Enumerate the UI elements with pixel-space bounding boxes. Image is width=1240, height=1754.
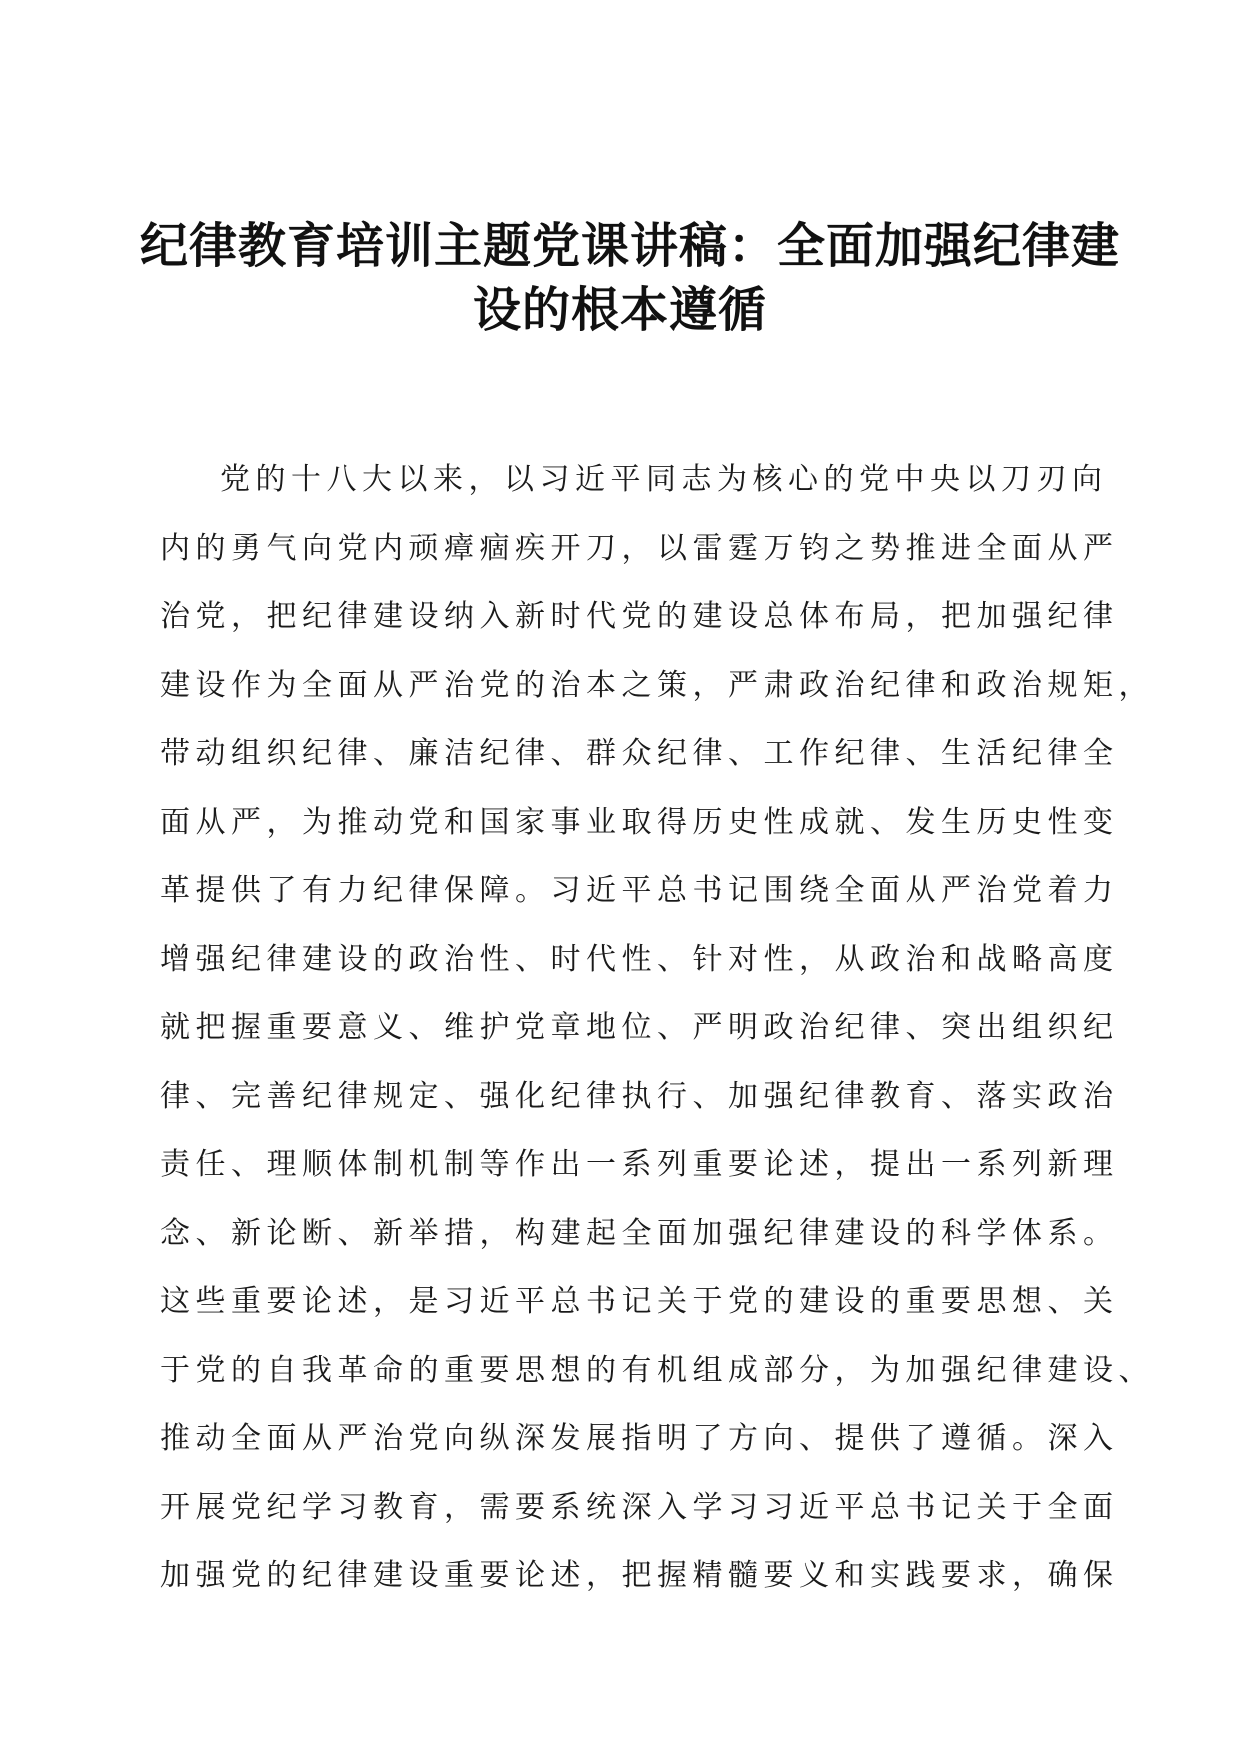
document-title <box>140 214 1121 342</box>
text-line: 律、完善纪律规定、强化纪律执行、加强纪律教育、落实政治 <box>160 1078 1119 1114</box>
text-line: 内的勇气向党内顽瘴痼疾开刀，以雷霆万钧之势推进全面从严 <box>160 530 1119 566</box>
text-line: 增强纪律建设的政治性、时代性、针对性，从政治和战略高度 <box>160 941 1119 977</box>
text-line: 开展党纪学习教育，需要系统深入学习习近平总书记关于全面 <box>160 1489 1119 1525</box>
text-line: 党的十八大以来，以习近平同志为核心的党中央以刀刃向 <box>220 462 1108 497</box>
text-line: 责任、理顺体制机制等作出一系列重要论述，提出一系列新理 <box>160 1147 1119 1182</box>
text-line: 就把握重要意义、维护党章地位、严明政治纪律、突出组织纪 <box>160 1010 1119 1045</box>
text-line: 加强党的纪律建设重要论述，把握精髓要义和实践要求，确保 <box>160 1558 1119 1593</box>
text-line: 面从严，为推动党和国家事业取得历史性成就、发生历史性变 <box>160 804 1119 840</box>
text-line: 于党的自我革命的重要思想的有机组成部分，为加强纪律建设、 <box>160 1352 1154 1388</box>
text-line: 这些重要论述，是习近平总书记关于党的建设的重要思想、关 <box>160 1284 1119 1319</box>
text-line: 治党，把纪律建设纳入新时代党的建设总体布局，把加强纪律 <box>160 599 1119 634</box>
text-line: 念、新论断、新举措，构建起全面加强纪律建设的科学体系。 <box>160 1215 1119 1251</box>
text-line: 革提供了有力纪律保障。习近平总书记围绕全面从严治党着力 <box>160 873 1119 908</box>
title-line: 设的根本遵循 <box>472 282 767 338</box>
text-line: 建设作为全面从严治党的治本之策，严肃政治纪律和政治规矩， <box>160 667 1154 703</box>
body-paragraph <box>160 446 1160 1611</box>
title-line: 纪律教育培训主题党课讲稿：全面加强纪律建 <box>140 218 1121 274</box>
text-line: 推动全面从严治党向纵深发展指明了方向、提供了遵循。深入 <box>160 1421 1119 1456</box>
text-line: 带动组织纪律、廉洁纪律、群众纪律、工作纪律、生活纪律全 <box>160 736 1119 771</box>
